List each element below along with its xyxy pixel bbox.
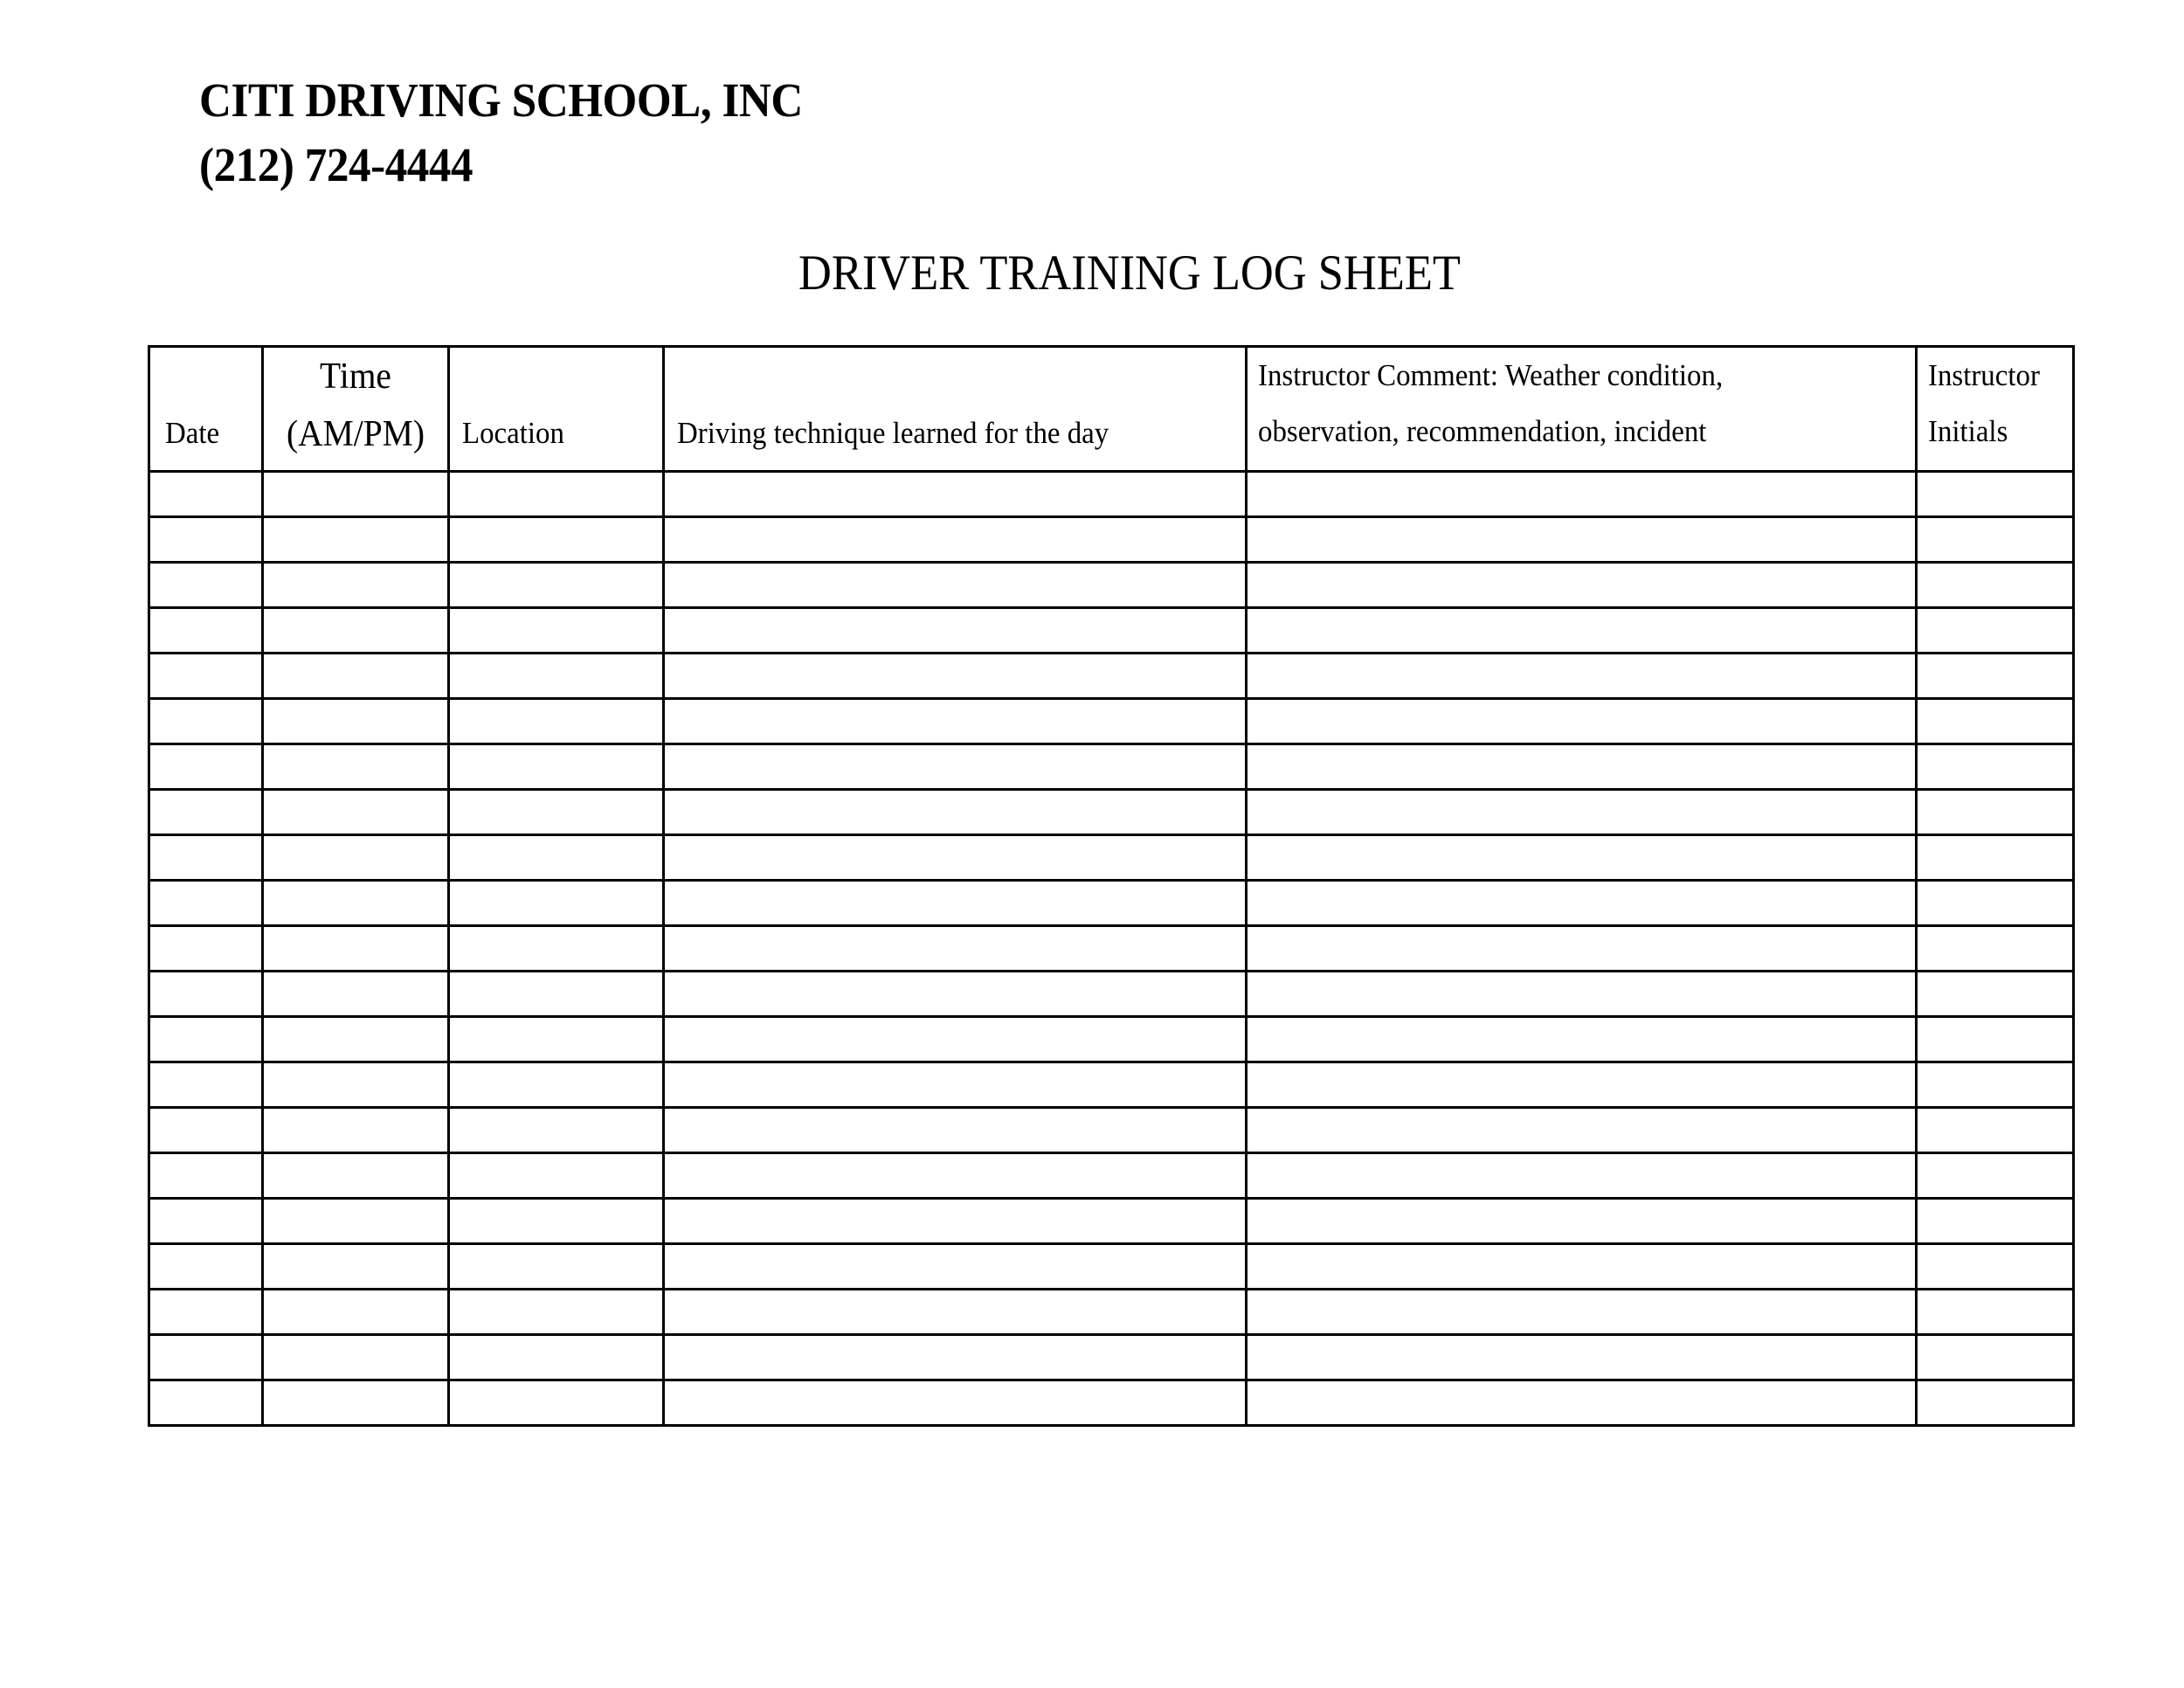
header-label: Instructor [1928, 358, 2040, 392]
table-row [149, 517, 2074, 563]
column-header-instructor-initials [1917, 347, 2074, 472]
cell-value[interactable] [150, 564, 261, 606]
cell-date[interactable] [149, 699, 263, 744]
cell-date[interactable] [149, 472, 263, 517]
cell-location[interactable] [449, 1108, 664, 1153]
cell-value[interactable] [665, 654, 1245, 697]
cell-technique[interactable] [664, 972, 1247, 1017]
cell-initials[interactable] [1917, 1335, 2074, 1380]
cell-value[interactable] [450, 745, 662, 788]
cell-value[interactable] [1248, 609, 1915, 652]
cell-date[interactable] [149, 517, 263, 563]
cell-initials[interactable] [1917, 563, 2074, 608]
cell-time[interactable] [263, 926, 449, 972]
table-row [149, 1335, 2074, 1380]
header-label: Driving technique learned for the day [677, 416, 1109, 450]
table-row [149, 654, 2074, 699]
cell-location[interactable] [449, 1380, 664, 1426]
cell-technique[interactable] [664, 1244, 1247, 1290]
cell-value[interactable] [665, 1336, 1245, 1379]
cell-value[interactable] [1248, 1154, 1915, 1197]
cell-value[interactable] [1918, 564, 2072, 606]
cell-date[interactable] [149, 972, 263, 1017]
cell-date[interactable] [149, 1153, 263, 1199]
cell-value[interactable] [1248, 518, 1915, 561]
cell-technique[interactable] [664, 1380, 1247, 1426]
table-row [149, 1199, 2074, 1244]
cell-value[interactable] [450, 791, 662, 834]
cell-value[interactable] [150, 791, 261, 834]
header-label: Instructor Comment: Weather condition, [1258, 358, 1724, 392]
cell-date[interactable] [149, 1017, 263, 1062]
cell-date[interactable] [149, 1062, 263, 1108]
header-label: observation, recommendation, incident [1258, 414, 1707, 448]
cell-time[interactable] [263, 1244, 449, 1290]
cell-time[interactable] [263, 835, 449, 881]
cell-value[interactable] [150, 518, 261, 561]
cell-comment[interactable] [1247, 926, 1917, 972]
cell-comment[interactable] [1247, 1290, 1917, 1335]
cell-location[interactable] [449, 926, 664, 972]
cell-value[interactable] [665, 1290, 1245, 1333]
cell-comment[interactable] [1247, 654, 1917, 699]
cell-value[interactable] [450, 927, 662, 970]
cell-value[interactable] [1248, 564, 1915, 606]
cell-value[interactable] [264, 1154, 447, 1197]
cell-value[interactable] [1248, 1200, 1915, 1242]
cell-initials[interactable] [1917, 608, 2074, 654]
cell-value[interactable] [1918, 1381, 2072, 1424]
cell-value[interactable] [264, 1245, 447, 1288]
cell-value[interactable] [1918, 791, 2072, 834]
cell-value[interactable] [1918, 1063, 2072, 1106]
cell-location[interactable] [449, 1062, 664, 1108]
table-row [149, 472, 2074, 517]
column-header-technique [664, 347, 1247, 472]
cell-value[interactable] [450, 972, 662, 1015]
cell-location[interactable] [449, 1290, 664, 1335]
cell-value[interactable] [150, 882, 261, 924]
cell-date[interactable] [149, 1244, 263, 1290]
cell-value[interactable] [264, 1200, 447, 1242]
cell-value[interactable] [264, 882, 447, 924]
cell-technique[interactable] [664, 563, 1247, 608]
cell-date[interactable] [149, 1290, 263, 1335]
cell-time[interactable] [263, 1199, 449, 1244]
cell-location[interactable] [449, 472, 664, 517]
cell-value[interactable] [1918, 609, 2072, 652]
cell-location[interactable] [449, 699, 664, 744]
cell-value[interactable] [665, 473, 1245, 515]
cell-time[interactable] [263, 1108, 449, 1153]
cell-value[interactable] [1918, 654, 2072, 697]
header-label: (AM/PM) [287, 414, 425, 454]
cell-initials[interactable] [1917, 1290, 2074, 1335]
cell-value[interactable] [665, 972, 1245, 1015]
cell-value[interactable] [1248, 1290, 1915, 1333]
company-phone: (212) 724-4444 [199, 138, 473, 191]
cell-value[interactable] [1248, 1381, 1915, 1424]
cell-initials[interactable] [1917, 1244, 2074, 1290]
cell-value[interactable] [150, 745, 261, 788]
cell-value[interactable] [665, 791, 1245, 834]
cell-time[interactable] [263, 654, 449, 699]
cell-value[interactable] [150, 1336, 261, 1379]
cell-date[interactable] [149, 926, 263, 972]
cell-value[interactable] [1248, 1336, 1915, 1379]
training-log-table [148, 345, 2075, 1427]
cell-comment[interactable] [1247, 835, 1917, 881]
cell-value[interactable] [1248, 836, 1915, 879]
cell-value[interactable] [150, 473, 261, 515]
cell-comment[interactable] [1247, 1244, 1917, 1290]
cell-value[interactable] [264, 1018, 447, 1061]
cell-time[interactable] [263, 790, 449, 835]
cell-location[interactable] [449, 1153, 664, 1199]
document-title: DRIVER TRAINING LOG SHEET [798, 246, 1461, 301]
column-header-date [149, 347, 263, 472]
cell-value[interactable] [1918, 836, 2072, 879]
cell-time[interactable] [263, 472, 449, 517]
cell-time[interactable] [263, 1062, 449, 1108]
column-header-location [449, 347, 664, 472]
cell-value[interactable] [450, 1063, 662, 1106]
cell-location[interactable] [449, 881, 664, 926]
cell-value[interactable] [150, 1018, 261, 1061]
cell-technique[interactable] [664, 517, 1247, 563]
cell-value[interactable] [450, 1245, 662, 1288]
cell-initials[interactable] [1917, 1017, 2074, 1062]
cell-technique[interactable] [664, 1108, 1247, 1153]
cell-value[interactable] [665, 518, 1245, 561]
cell-value[interactable] [450, 1381, 662, 1424]
cell-value[interactable] [450, 1200, 662, 1242]
cell-comment[interactable] [1247, 699, 1917, 744]
table-row [149, 1017, 2074, 1062]
cell-time[interactable] [263, 1380, 449, 1426]
cell-value[interactable] [150, 1063, 261, 1106]
cell-value[interactable] [665, 1018, 1245, 1061]
cell-value[interactable] [1248, 473, 1915, 515]
cell-technique[interactable] [664, 881, 1247, 926]
cell-technique[interactable] [664, 926, 1247, 972]
cell-value[interactable] [264, 972, 447, 1015]
column-header-time [263, 347, 449, 472]
cell-location[interactable] [449, 608, 664, 654]
cell-technique[interactable] [664, 654, 1247, 699]
cell-comment[interactable] [1247, 1017, 1917, 1062]
cell-value[interactable] [264, 836, 447, 879]
cell-value[interactable] [665, 882, 1245, 924]
cell-time[interactable] [263, 1335, 449, 1380]
cell-value[interactable] [264, 518, 447, 561]
cell-value[interactable] [1918, 1109, 2072, 1152]
cell-value[interactable] [1248, 1018, 1915, 1061]
cell-value[interactable] [450, 1154, 662, 1197]
cell-date[interactable] [149, 1199, 263, 1244]
cell-initials[interactable] [1917, 1062, 2074, 1108]
cell-value[interactable] [1918, 1154, 2072, 1197]
cell-value[interactable] [1918, 972, 2072, 1015]
cell-comment[interactable] [1247, 1153, 1917, 1199]
cell-initials[interactable] [1917, 1380, 2074, 1426]
cell-location[interactable] [449, 563, 664, 608]
cell-value[interactable] [1918, 1018, 2072, 1061]
cell-location[interactable] [449, 835, 664, 881]
cell-value[interactable] [665, 1200, 1245, 1242]
cell-value[interactable] [264, 654, 447, 697]
cell-initials[interactable] [1917, 926, 2074, 972]
cell-technique[interactable] [664, 608, 1247, 654]
cell-date[interactable] [149, 790, 263, 835]
cell-comment[interactable] [1247, 472, 1917, 517]
cell-value[interactable] [450, 654, 662, 697]
cell-value[interactable] [1248, 1063, 1915, 1106]
cell-technique[interactable] [664, 472, 1247, 517]
cell-date[interactable] [149, 835, 263, 881]
cell-value[interactable] [450, 473, 662, 515]
cell-initials[interactable] [1917, 744, 2074, 790]
table-row [149, 1290, 2074, 1335]
cell-value[interactable] [264, 1063, 447, 1106]
cell-comment[interactable] [1247, 608, 1917, 654]
cell-initials[interactable] [1917, 1199, 2074, 1244]
cell-value[interactable] [450, 1018, 662, 1061]
cell-time[interactable] [263, 517, 449, 563]
cell-comment[interactable] [1247, 972, 1917, 1017]
cell-comment[interactable] [1247, 1062, 1917, 1108]
table-row [149, 1244, 2074, 1290]
cell-comment[interactable] [1247, 1199, 1917, 1244]
cell-value[interactable] [264, 473, 447, 515]
cell-technique[interactable] [664, 1062, 1247, 1108]
cell-comment[interactable] [1247, 1108, 1917, 1153]
cell-value[interactable] [665, 745, 1245, 788]
table-body [149, 472, 2074, 1426]
cell-comment[interactable] [1247, 1335, 1917, 1380]
table-row [149, 790, 2074, 835]
table-row [149, 1153, 2074, 1199]
cell-value[interactable] [665, 609, 1245, 652]
cell-technique[interactable] [664, 1153, 1247, 1199]
cell-value[interactable] [450, 609, 662, 652]
cell-value[interactable] [264, 745, 447, 788]
cell-value[interactable] [450, 1109, 662, 1152]
cell-time[interactable] [263, 699, 449, 744]
cell-value[interactable] [1248, 700, 1915, 743]
cell-date[interactable] [149, 881, 263, 926]
cell-value[interactable] [150, 927, 261, 970]
cell-date[interactable] [149, 654, 263, 699]
cell-time[interactable] [263, 563, 449, 608]
cell-value[interactable] [150, 1109, 261, 1152]
cell-initials[interactable] [1917, 472, 2074, 517]
cell-value[interactable] [1918, 1245, 2072, 1288]
cell-initials[interactable] [1917, 835, 2074, 881]
cell-value[interactable] [450, 882, 662, 924]
cell-value[interactable] [150, 1290, 261, 1333]
cell-value[interactable] [1918, 518, 2072, 561]
cell-time[interactable] [263, 881, 449, 926]
cell-value[interactable] [150, 1200, 261, 1242]
cell-value[interactable] [1918, 1290, 2072, 1333]
table-row [149, 744, 2074, 790]
cell-value[interactable] [1248, 927, 1915, 970]
cell-time[interactable] [263, 608, 449, 654]
cell-value[interactable] [150, 1381, 261, 1424]
cell-date[interactable] [149, 563, 263, 608]
cell-comment[interactable] [1247, 1380, 1917, 1426]
cell-location[interactable] [449, 790, 664, 835]
cell-value[interactable] [1918, 745, 2072, 788]
cell-value[interactable] [665, 1245, 1245, 1288]
cell-value[interactable] [264, 700, 447, 743]
cell-technique[interactable] [664, 1017, 1247, 1062]
cell-value[interactable] [450, 1336, 662, 1379]
cell-value[interactable] [1248, 745, 1915, 788]
cell-location[interactable] [449, 744, 664, 790]
cell-value[interactable] [264, 1109, 447, 1152]
cell-value[interactable] [450, 1290, 662, 1333]
cell-value[interactable] [450, 836, 662, 879]
cell-value[interactable] [1248, 1245, 1915, 1288]
cell-time[interactable] [263, 744, 449, 790]
cell-technique[interactable] [664, 835, 1247, 881]
cell-value[interactable] [1918, 1200, 2072, 1242]
cell-value[interactable] [264, 927, 447, 970]
cell-comment[interactable] [1247, 744, 1917, 790]
cell-initials[interactable] [1917, 517, 2074, 563]
cell-location[interactable] [449, 1244, 664, 1290]
cell-value[interactable] [150, 1154, 261, 1197]
cell-initials[interactable] [1917, 881, 2074, 926]
cell-value[interactable] [150, 1245, 261, 1288]
cell-initials[interactable] [1917, 699, 2074, 744]
header-label: Initials [1928, 414, 2008, 448]
cell-technique[interactable] [664, 1290, 1247, 1335]
cell-value[interactable] [1918, 473, 2072, 515]
cell-comment[interactable] [1247, 517, 1917, 563]
cell-comment[interactable] [1247, 563, 1917, 608]
cell-value[interactable] [150, 836, 261, 879]
cell-date[interactable] [149, 608, 263, 654]
cell-initials[interactable] [1917, 1153, 2074, 1199]
cell-value[interactable] [665, 927, 1245, 970]
cell-value[interactable] [1918, 882, 2072, 924]
cell-initials[interactable] [1917, 1108, 2074, 1153]
table-row [149, 1380, 2074, 1426]
header-label: Date [165, 416, 220, 450]
table-row [149, 881, 2074, 926]
header-label: Time [320, 356, 391, 397]
cell-location[interactable] [449, 1335, 664, 1380]
cell-value[interactable] [150, 609, 261, 652]
cell-value[interactable] [665, 836, 1245, 879]
cell-date[interactable] [149, 1380, 263, 1426]
table-row [149, 926, 2074, 972]
cell-technique[interactable] [664, 790, 1247, 835]
cell-location[interactable] [449, 1017, 664, 1062]
cell-value[interactable] [1248, 791, 1915, 834]
table-row [149, 1062, 2074, 1108]
cell-value[interactable] [264, 1336, 447, 1379]
cell-technique[interactable] [664, 699, 1247, 744]
cell-value[interactable] [450, 700, 662, 743]
cell-value[interactable] [450, 518, 662, 561]
cell-value[interactable] [665, 1063, 1245, 1106]
cell-value[interactable] [450, 564, 662, 606]
cell-time[interactable] [263, 1290, 449, 1335]
cell-value[interactable] [150, 972, 261, 1015]
table-row [149, 972, 2074, 1017]
cell-comment[interactable] [1247, 881, 1917, 926]
cell-time[interactable] [263, 1017, 449, 1062]
cell-initials[interactable] [1917, 972, 2074, 1017]
cell-time[interactable] [263, 1153, 449, 1199]
cell-location[interactable] [449, 1199, 664, 1244]
cell-value[interactable] [150, 654, 261, 697]
cell-value[interactable] [1918, 1336, 2072, 1379]
cell-value[interactable] [1248, 972, 1915, 1015]
cell-value[interactable] [665, 1109, 1245, 1152]
cell-technique[interactable] [664, 744, 1247, 790]
cell-value[interactable] [150, 700, 261, 743]
cell-value[interactable] [264, 609, 447, 652]
table-row [149, 608, 2074, 654]
cell-value[interactable] [264, 791, 447, 834]
table-row [149, 835, 2074, 881]
cell-date[interactable] [149, 744, 263, 790]
cell-location[interactable] [449, 654, 664, 699]
cell-initials[interactable] [1917, 654, 2074, 699]
cell-value[interactable] [1248, 1109, 1915, 1152]
cell-value[interactable] [665, 564, 1245, 606]
cell-value[interactable] [264, 564, 447, 606]
table-row [149, 1108, 2074, 1153]
cell-date[interactable] [149, 1108, 263, 1153]
cell-value[interactable] [1248, 654, 1915, 697]
cell-initials[interactable] [1917, 790, 2074, 835]
cell-location[interactable] [449, 517, 664, 563]
cell-value[interactable] [1918, 927, 2072, 970]
cell-value[interactable] [665, 1154, 1245, 1197]
column-header-instructor-comment [1247, 347, 1917, 472]
cell-value[interactable] [1248, 882, 1915, 924]
cell-comment[interactable] [1247, 790, 1917, 835]
cell-value[interactable] [665, 1381, 1245, 1424]
company-header [199, 68, 803, 197]
cell-technique[interactable] [664, 1335, 1247, 1380]
cell-value[interactable] [1918, 700, 2072, 743]
cell-time[interactable] [263, 972, 449, 1017]
cell-value[interactable] [665, 700, 1245, 743]
cell-technique[interactable] [664, 1199, 1247, 1244]
cell-value[interactable] [264, 1381, 447, 1424]
cell-location[interactable] [449, 972, 664, 1017]
table-row [149, 563, 2074, 608]
cell-value[interactable] [264, 1290, 447, 1333]
company-name: CITI DRIVING SCHOOL, INC [199, 73, 803, 127]
cell-date[interactable] [149, 1335, 263, 1380]
table-header-row [149, 347, 2074, 472]
table-row [149, 699, 2074, 744]
header-label: Location [462, 416, 564, 450]
